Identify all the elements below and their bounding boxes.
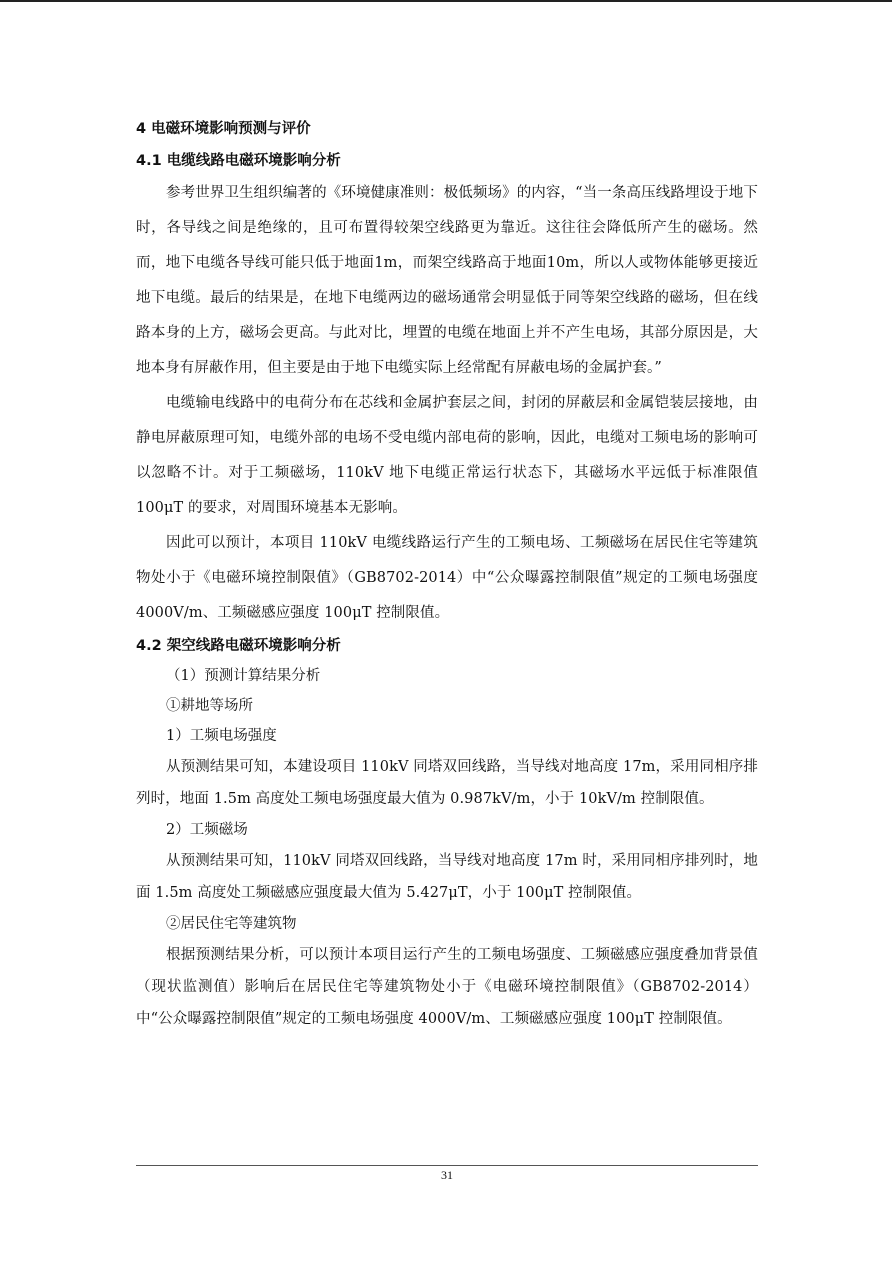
electric-field-item: 1）工频电场强度 — [166, 728, 277, 744]
section-4-2-heading: 4.2 架空线路电磁环境影响分析 — [136, 638, 341, 654]
footer-divider — [136, 1165, 758, 1166]
document-body — [136, 114, 758, 1035]
top-border-line — [0, 0, 892, 2]
section-4-heading: 4 电磁环境影响预测与评价 — [136, 121, 311, 137]
section-4-1-paragraph-3: 因此可以预计，本项目 110kV 电缆线路运行产生的工频电场、工频磁场在居民住宅等建筑物处小于《电磁环境控制限值》（GB8702-2014）中“公众曝露控制限值”规定的工频电场强度 4000V/m、工频磁感应强度 100μT 控制限值。 — [136, 535, 758, 621]
magnetic-field-paragraph: 从预测结果可知，110kV 同塔双回线路，当导线对地高度 17m 时，采用同相序排列时，地面 1.5m 高度处工频磁感应强度最大值为 5.427μT，小于 100μT 控制限值。 — [136, 853, 758, 901]
magnetic-field-item: 2）工频磁场 — [166, 822, 248, 838]
page-number: 31 — [441, 1168, 453, 1182]
prediction-results-item: （1）预测计算结果分析 — [166, 668, 321, 684]
section-4-1-paragraph-1: 参考世界卫生组织编著的《环境健康准则：极低频场》的内容，“当一条高压线路埋设于地下时，各导线之间是绝缘的，且可布置得较架空线路更为靠近。这往往会降低所产生的磁场。然而，地下电缆各导线可能只低于地面1m，而架空线路高于地面10m，所以人或物体能够更接近地下电缆。最后的结果是，在地下电缆两边的磁场通常会明显低于同等架空线路的磁场，但在线路本身的上方，磁场会更高。与此对比，埋置的电缆在地面上并不产生电场，其部分原因是，大地本身有屏蔽作用，但主要是由于地下电缆实际上经常配有屏蔽电场的金属护套。” — [136, 185, 758, 376]
residential-buildings-item: ②居民住宅等建筑物 — [166, 916, 297, 932]
section-4-1-paragraph-2: 电缆输电线路中的电荷分布在芯线和金属护套层之间，封闭的屏蔽层和金属铠装层接地，由静电屏蔽原理可知，电缆外部的电场不受电缆内部电荷的影响，因此，电缆对工频电场的影响可以忽略不计。对于工频磁场，110kV 地下电缆正常运行状态下，其磁场水平远低于标准限值 100μT 的要求，对周围环境基本无影响。 — [136, 395, 758, 516]
farmland-item: ①耕地等场所 — [166, 698, 253, 714]
residential-conclusion-paragraph: 根据预测结果分析，可以预计本项目运行产生的工频电场强度、工频磁感应强度叠加背景值（现状监测值）影响后在居民住宅等建筑物处小于《电磁环境控制限值》（GB8702-2014）中“公众曝露控制限值”规定的工频电场强度 4000V/m、工频磁感应强度 100μT 控制限值。 — [136, 947, 758, 1027]
electric-field-paragraph: 从预测结果可知，本建设项目 110kV 同塔双回线路，当导线对地高度 17m，采用同相序排列时，地面 1.5m 高度处工频电场强度最大值为 0.987kV/m，小于 10kV/m 控制限值。 — [136, 759, 758, 807]
section-4-1-heading: 4.1 电缆线路电磁环境影响分析 — [136, 153, 341, 169]
